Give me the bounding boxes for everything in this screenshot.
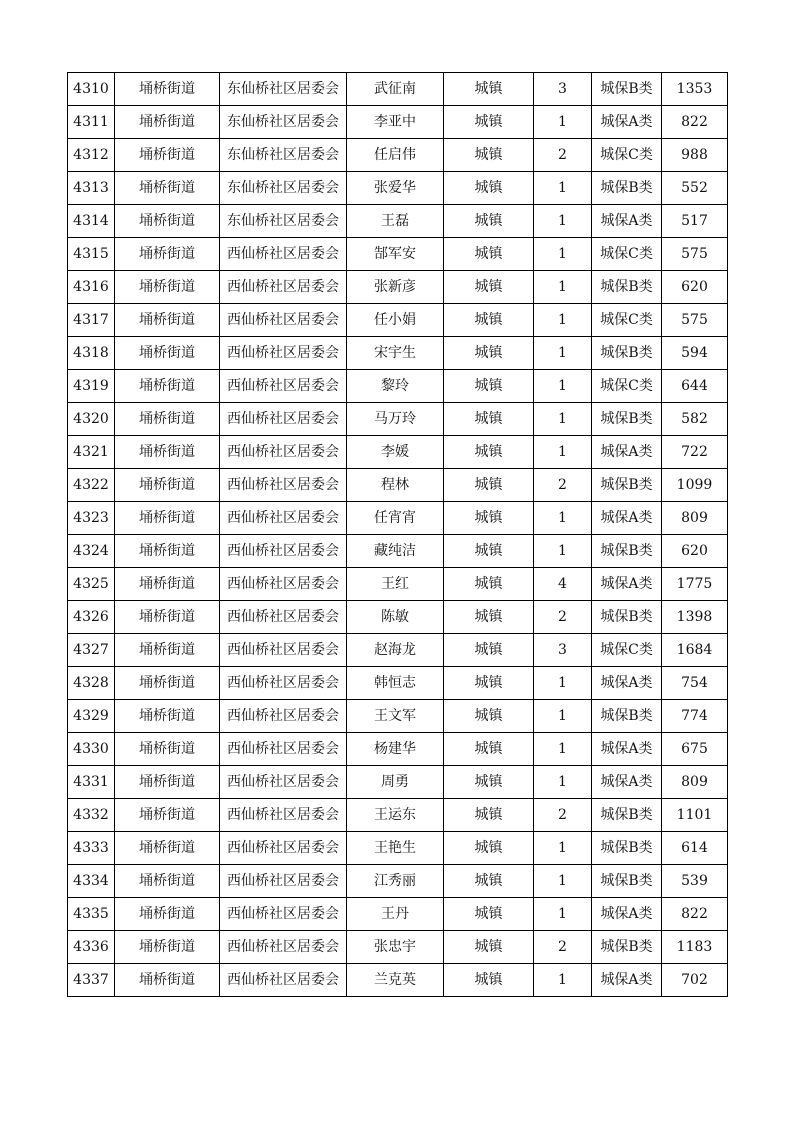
cell-record-id: 4310 xyxy=(68,73,115,106)
cell-insurance-category: 城保B类 xyxy=(592,799,662,832)
cell-amount: 1183 xyxy=(662,931,728,964)
cell-person-name: 黎玲 xyxy=(347,370,444,403)
cell-insurance-category: 城保A类 xyxy=(592,733,662,766)
cell-area-type: 城镇 xyxy=(444,238,534,271)
cell-area-type: 城镇 xyxy=(444,601,534,634)
cell-area-type: 城镇 xyxy=(444,832,534,865)
cell-record-id: 4336 xyxy=(68,931,115,964)
cell-area-type: 城镇 xyxy=(444,502,534,535)
cell-record-id: 4326 xyxy=(68,601,115,634)
cell-insurance-category: 城保B类 xyxy=(592,931,662,964)
cell-amount: 754 xyxy=(662,667,728,700)
cell-person-name: 藏纯洁 xyxy=(347,535,444,568)
table-row xyxy=(68,403,728,436)
cell-record-id: 4329 xyxy=(68,700,115,733)
table-row xyxy=(68,898,728,931)
cell-household-count: 1 xyxy=(534,304,592,337)
cell-street: 埇桥街道 xyxy=(115,436,220,469)
cell-household-count: 1 xyxy=(534,205,592,238)
cell-household-count: 1 xyxy=(534,667,592,700)
table-row xyxy=(68,535,728,568)
cell-person-name: 江秀丽 xyxy=(347,865,444,898)
cell-amount: 1353 xyxy=(662,73,728,106)
cell-person-name: 王运东 xyxy=(347,799,444,832)
cell-street: 埇桥街道 xyxy=(115,832,220,865)
cell-person-name: 郜军安 xyxy=(347,238,444,271)
cell-street: 埇桥街道 xyxy=(115,700,220,733)
cell-amount: 809 xyxy=(662,766,728,799)
cell-household-count: 4 xyxy=(534,568,592,601)
cell-record-id: 4315 xyxy=(68,238,115,271)
cell-area-type: 城镇 xyxy=(444,403,534,436)
cell-street: 埇桥街道 xyxy=(115,403,220,436)
table-row xyxy=(68,304,728,337)
cell-area-type: 城镇 xyxy=(444,931,534,964)
table-row xyxy=(68,931,728,964)
cell-area-type: 城镇 xyxy=(444,964,534,997)
cell-community: 西仙桥社区居委会 xyxy=(220,535,347,568)
cell-record-id: 4327 xyxy=(68,634,115,667)
cell-record-id: 4331 xyxy=(68,766,115,799)
cell-area-type: 城镇 xyxy=(444,700,534,733)
cell-street: 埇桥街道 xyxy=(115,172,220,205)
cell-area-type: 城镇 xyxy=(444,667,534,700)
cell-amount: 594 xyxy=(662,337,728,370)
cell-street: 埇桥街道 xyxy=(115,370,220,403)
cell-household-count: 3 xyxy=(534,634,592,667)
cell-household-count: 2 xyxy=(534,799,592,832)
cell-community: 西仙桥社区居委会 xyxy=(220,832,347,865)
cell-area-type: 城镇 xyxy=(444,568,534,601)
cell-household-count: 2 xyxy=(534,139,592,172)
cell-amount: 722 xyxy=(662,436,728,469)
cell-area-type: 城镇 xyxy=(444,271,534,304)
cell-record-id: 4312 xyxy=(68,139,115,172)
cell-area-type: 城镇 xyxy=(444,73,534,106)
cell-amount: 575 xyxy=(662,304,728,337)
cell-person-name: 李媛 xyxy=(347,436,444,469)
cell-street: 埇桥街道 xyxy=(115,271,220,304)
table-row xyxy=(68,139,728,172)
cell-household-count: 2 xyxy=(534,931,592,964)
cell-street: 埇桥街道 xyxy=(115,139,220,172)
cell-street: 埇桥街道 xyxy=(115,205,220,238)
cell-community: 西仙桥社区居委会 xyxy=(220,700,347,733)
cell-insurance-category: 城保C类 xyxy=(592,304,662,337)
cell-record-id: 4317 xyxy=(68,304,115,337)
cell-community: 东仙桥社区居委会 xyxy=(220,106,347,139)
cell-insurance-category: 城保A类 xyxy=(592,568,662,601)
cell-street: 埇桥街道 xyxy=(115,766,220,799)
cell-insurance-category: 城保A类 xyxy=(592,667,662,700)
cell-household-count: 1 xyxy=(534,370,592,403)
table-row xyxy=(68,799,728,832)
cell-community: 西仙桥社区居委会 xyxy=(220,898,347,931)
cell-insurance-category: 城保A类 xyxy=(592,106,662,139)
cell-household-count: 3 xyxy=(534,73,592,106)
cell-record-id: 4334 xyxy=(68,865,115,898)
cell-area-type: 城镇 xyxy=(444,205,534,238)
cell-amount: 552 xyxy=(662,172,728,205)
cell-household-count: 1 xyxy=(534,700,592,733)
table-row xyxy=(68,106,728,139)
table-row xyxy=(68,667,728,700)
cell-area-type: 城镇 xyxy=(444,172,534,205)
cell-community: 西仙桥社区居委会 xyxy=(220,304,347,337)
cell-household-count: 1 xyxy=(534,502,592,535)
cell-amount: 620 xyxy=(662,535,728,568)
cell-insurance-category: 城保C类 xyxy=(592,238,662,271)
cell-insurance-category: 城保B类 xyxy=(592,172,662,205)
cell-amount: 1775 xyxy=(662,568,728,601)
cell-street: 埇桥街道 xyxy=(115,304,220,337)
cell-street: 埇桥街道 xyxy=(115,931,220,964)
cell-amount: 988 xyxy=(662,139,728,172)
cell-street: 埇桥街道 xyxy=(115,337,220,370)
table-row xyxy=(68,865,728,898)
cell-person-name: 张爱华 xyxy=(347,172,444,205)
table-row xyxy=(68,832,728,865)
cell-amount: 822 xyxy=(662,898,728,931)
table-row xyxy=(68,436,728,469)
table-row xyxy=(68,469,728,502)
cell-household-count: 1 xyxy=(534,238,592,271)
cell-person-name: 兰克英 xyxy=(347,964,444,997)
cell-record-id: 4335 xyxy=(68,898,115,931)
cell-community: 西仙桥社区居委会 xyxy=(220,502,347,535)
cell-amount: 809 xyxy=(662,502,728,535)
cell-household-count: 1 xyxy=(534,964,592,997)
cell-street: 埇桥街道 xyxy=(115,106,220,139)
roster-body xyxy=(68,73,728,997)
cell-area-type: 城镇 xyxy=(444,766,534,799)
cell-street: 埇桥街道 xyxy=(115,535,220,568)
cell-record-id: 4330 xyxy=(68,733,115,766)
cell-street: 埇桥街道 xyxy=(115,601,220,634)
cell-household-count: 1 xyxy=(534,106,592,139)
cell-insurance-category: 城保B类 xyxy=(592,700,662,733)
cell-record-id: 4322 xyxy=(68,469,115,502)
cell-community: 东仙桥社区居委会 xyxy=(220,139,347,172)
cell-person-name: 韩恒志 xyxy=(347,667,444,700)
table-row xyxy=(68,601,728,634)
cell-amount: 1398 xyxy=(662,601,728,634)
cell-person-name: 陈敏 xyxy=(347,601,444,634)
cell-insurance-category: 城保C类 xyxy=(592,370,662,403)
table-row xyxy=(68,700,728,733)
cell-person-name: 程林 xyxy=(347,469,444,502)
cell-record-id: 4324 xyxy=(68,535,115,568)
cell-street: 埇桥街道 xyxy=(115,634,220,667)
cell-area-type: 城镇 xyxy=(444,106,534,139)
cell-person-name: 宋宇生 xyxy=(347,337,444,370)
cell-household-count: 1 xyxy=(534,403,592,436)
cell-record-id: 4316 xyxy=(68,271,115,304)
cell-record-id: 4314 xyxy=(68,205,115,238)
table-row xyxy=(68,73,728,106)
cell-person-name: 任小娟 xyxy=(347,304,444,337)
cell-community: 西仙桥社区居委会 xyxy=(220,271,347,304)
cell-community: 西仙桥社区居委会 xyxy=(220,469,347,502)
cell-amount: 702 xyxy=(662,964,728,997)
cell-amount: 614 xyxy=(662,832,728,865)
cell-area-type: 城镇 xyxy=(444,799,534,832)
cell-record-id: 4325 xyxy=(68,568,115,601)
cell-insurance-category: 城保A类 xyxy=(592,766,662,799)
cell-person-name: 王文军 xyxy=(347,700,444,733)
cell-area-type: 城镇 xyxy=(444,370,534,403)
cell-street: 埇桥街道 xyxy=(115,502,220,535)
cell-community: 西仙桥社区居委会 xyxy=(220,337,347,370)
table-row xyxy=(68,634,728,667)
cell-person-name: 武征南 xyxy=(347,73,444,106)
cell-insurance-category: 城保B类 xyxy=(592,271,662,304)
table-row xyxy=(68,337,728,370)
cell-street: 埇桥街道 xyxy=(115,733,220,766)
cell-amount: 644 xyxy=(662,370,728,403)
cell-area-type: 城镇 xyxy=(444,535,534,568)
cell-insurance-category: 城保B类 xyxy=(592,469,662,502)
cell-household-count: 1 xyxy=(534,898,592,931)
cell-community: 西仙桥社区居委会 xyxy=(220,964,347,997)
cell-amount: 1099 xyxy=(662,469,728,502)
cell-street: 埇桥街道 xyxy=(115,865,220,898)
cell-record-id: 4318 xyxy=(68,337,115,370)
cell-insurance-category: 城保B类 xyxy=(592,601,662,634)
cell-household-count: 1 xyxy=(534,535,592,568)
cell-record-id: 4332 xyxy=(68,799,115,832)
cell-community: 西仙桥社区居委会 xyxy=(220,766,347,799)
cell-amount: 675 xyxy=(662,733,728,766)
cell-household-count: 1 xyxy=(534,436,592,469)
cell-household-count: 1 xyxy=(534,733,592,766)
cell-record-id: 4321 xyxy=(68,436,115,469)
cell-community: 西仙桥社区居委会 xyxy=(220,403,347,436)
table-row xyxy=(68,733,728,766)
cell-amount: 1684 xyxy=(662,634,728,667)
cell-insurance-category: 城保B类 xyxy=(592,403,662,436)
cell-street: 埇桥街道 xyxy=(115,238,220,271)
cell-community: 西仙桥社区居委会 xyxy=(220,799,347,832)
cell-amount: 582 xyxy=(662,403,728,436)
cell-household-count: 1 xyxy=(534,832,592,865)
cell-insurance-category: 城保A类 xyxy=(592,502,662,535)
cell-person-name: 杨建华 xyxy=(347,733,444,766)
cell-community: 西仙桥社区居委会 xyxy=(220,568,347,601)
cell-community: 西仙桥社区居委会 xyxy=(220,931,347,964)
cell-area-type: 城镇 xyxy=(444,634,534,667)
cell-community: 东仙桥社区居委会 xyxy=(220,205,347,238)
cell-insurance-category: 城保B类 xyxy=(592,832,662,865)
roster-table xyxy=(67,72,728,997)
cell-area-type: 城镇 xyxy=(444,337,534,370)
cell-household-count: 1 xyxy=(534,766,592,799)
cell-household-count: 1 xyxy=(534,865,592,898)
cell-person-name: 王红 xyxy=(347,568,444,601)
cell-amount: 620 xyxy=(662,271,728,304)
cell-insurance-category: 城保B类 xyxy=(592,865,662,898)
cell-amount: 822 xyxy=(662,106,728,139)
cell-insurance-category: 城保B类 xyxy=(592,73,662,106)
cell-area-type: 城镇 xyxy=(444,733,534,766)
cell-record-id: 4333 xyxy=(68,832,115,865)
cell-household-count: 2 xyxy=(534,469,592,502)
cell-person-name: 王磊 xyxy=(347,205,444,238)
table-row xyxy=(68,964,728,997)
cell-amount: 1101 xyxy=(662,799,728,832)
cell-area-type: 城镇 xyxy=(444,436,534,469)
table-row xyxy=(68,370,728,403)
cell-household-count: 1 xyxy=(534,337,592,370)
cell-record-id: 4337 xyxy=(68,964,115,997)
cell-community: 西仙桥社区居委会 xyxy=(220,601,347,634)
cell-insurance-category: 城保B类 xyxy=(592,535,662,568)
cell-person-name: 任启伟 xyxy=(347,139,444,172)
cell-community: 西仙桥社区居委会 xyxy=(220,733,347,766)
table-row xyxy=(68,205,728,238)
cell-amount: 575 xyxy=(662,238,728,271)
cell-household-count: 1 xyxy=(534,172,592,205)
cell-street: 埇桥街道 xyxy=(115,568,220,601)
cell-insurance-category: 城保C类 xyxy=(592,634,662,667)
cell-person-name: 李亚中 xyxy=(347,106,444,139)
cell-insurance-category: 城保C类 xyxy=(592,139,662,172)
cell-record-id: 4328 xyxy=(68,667,115,700)
table-row xyxy=(68,766,728,799)
cell-area-type: 城镇 xyxy=(444,898,534,931)
table-row xyxy=(68,172,728,205)
cell-amount: 517 xyxy=(662,205,728,238)
cell-record-id: 4319 xyxy=(68,370,115,403)
cell-person-name: 马万玲 xyxy=(347,403,444,436)
cell-street: 埇桥街道 xyxy=(115,469,220,502)
cell-street: 埇桥街道 xyxy=(115,799,220,832)
table-row xyxy=(68,271,728,304)
cell-amount: 539 xyxy=(662,865,728,898)
cell-record-id: 4311 xyxy=(68,106,115,139)
cell-record-id: 4320 xyxy=(68,403,115,436)
cell-insurance-category: 城保A类 xyxy=(592,898,662,931)
cell-person-name: 王丹 xyxy=(347,898,444,931)
table-row xyxy=(68,568,728,601)
cell-street: 埇桥街道 xyxy=(115,898,220,931)
cell-household-count: 2 xyxy=(534,601,592,634)
cell-community: 西仙桥社区居委会 xyxy=(220,634,347,667)
cell-area-type: 城镇 xyxy=(444,304,534,337)
cell-amount: 774 xyxy=(662,700,728,733)
cell-street: 埇桥街道 xyxy=(115,964,220,997)
cell-person-name: 王艳生 xyxy=(347,832,444,865)
cell-insurance-category: 城保B类 xyxy=(592,337,662,370)
cell-street: 埇桥街道 xyxy=(115,73,220,106)
cell-person-name: 张新彦 xyxy=(347,271,444,304)
cell-insurance-category: 城保A类 xyxy=(592,964,662,997)
table-row xyxy=(68,238,728,271)
cell-insurance-category: 城保A类 xyxy=(592,436,662,469)
cell-community: 西仙桥社区居委会 xyxy=(220,667,347,700)
cell-person-name: 赵海龙 xyxy=(347,634,444,667)
cell-insurance-category: 城保A类 xyxy=(592,205,662,238)
cell-record-id: 4313 xyxy=(68,172,115,205)
cell-person-name: 张忠宇 xyxy=(347,931,444,964)
table-row xyxy=(68,502,728,535)
cell-community: 西仙桥社区居委会 xyxy=(220,865,347,898)
cell-record-id: 4323 xyxy=(68,502,115,535)
cell-community: 东仙桥社区居委会 xyxy=(220,73,347,106)
cell-community: 西仙桥社区居委会 xyxy=(220,436,347,469)
cell-community: 西仙桥社区居委会 xyxy=(220,238,347,271)
cell-community: 东仙桥社区居委会 xyxy=(220,172,347,205)
cell-area-type: 城镇 xyxy=(444,469,534,502)
cell-community: 西仙桥社区居委会 xyxy=(220,370,347,403)
cell-area-type: 城镇 xyxy=(444,139,534,172)
cell-street: 埇桥街道 xyxy=(115,667,220,700)
cell-household-count: 1 xyxy=(534,271,592,304)
cell-person-name: 周勇 xyxy=(347,766,444,799)
cell-area-type: 城镇 xyxy=(444,865,534,898)
cell-person-name: 任宵宵 xyxy=(347,502,444,535)
